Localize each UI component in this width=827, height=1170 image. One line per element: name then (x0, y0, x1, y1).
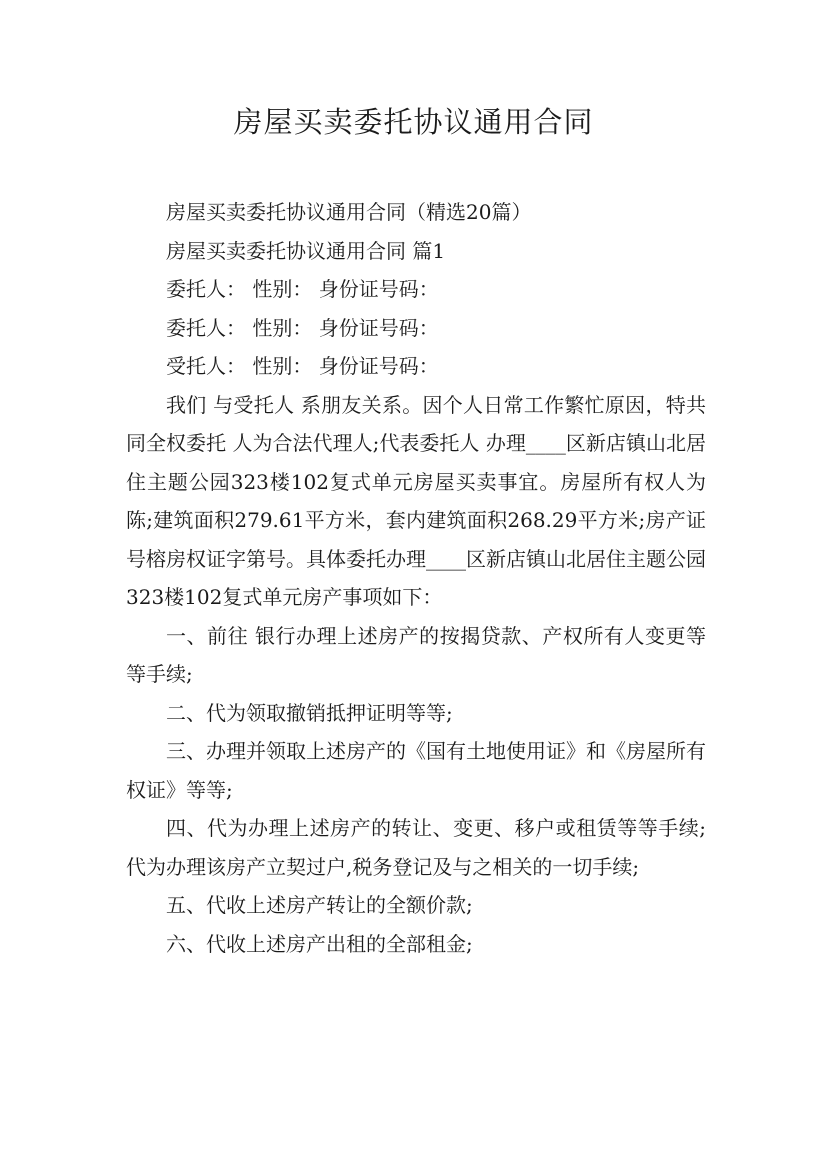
paragraph-principal-2: 委托人： 性别： 身份证号码： (166, 315, 439, 340)
paragraph-principal-1: 委托人： 性别： 身份证号码： (166, 277, 439, 301)
paragraph-subtitle: 房屋买卖委托协议通用合同（精选20篇） (166, 200, 532, 224)
paragraph-item-2: 二、代为领取撤销抵押证明等等; (166, 700, 453, 725)
paragraph-main-text: 我们 与受托人 系朋友关系。因个人日常工作繁忙原因，特共同全权委托 人为合法代理人;代表委托人 办理____区新店镇山北居住主题公园323楼102复式单元房屋买卖事宜。房屋所有权人为陈;建筑面积279.61平方米，套内建筑面积268.29平方米;房产证号榕房权证字第号。具体委托办理____区新店镇山北居住主题公园323楼102复式单元房产事项如下： (126, 392, 706, 609)
paragraph-agent: 受托人： 性别： 身份证号码： (166, 354, 439, 378)
paragraph-item-1: 一、前往 银行办理上述房产的按揭贷款、产权所有人变更等等手续; (126, 623, 706, 686)
paragraph-item-5: 五、代收上述房产转让的全额价款; (166, 893, 473, 917)
document-title: 房屋买卖委托协议通用合同 (233, 105, 594, 139)
paragraph-section-heading: 房屋买卖委托协议通用合同 篇1 (166, 238, 446, 263)
paragraph-item-3: 三、办理并领取上述房产的《国有土地使用证》和《房屋所有权证》等等; (126, 739, 706, 802)
document-body (126, 193, 706, 963)
paragraph-item-6: 六、代收上述房产出租的全部租金; (166, 931, 473, 956)
paragraph-item-4: 四、代为办理上述房产的转让、变更、移户或租赁等等手续; 代为办理该房产立契过户,税务登记及与之相关的一切手续; (126, 816, 706, 879)
